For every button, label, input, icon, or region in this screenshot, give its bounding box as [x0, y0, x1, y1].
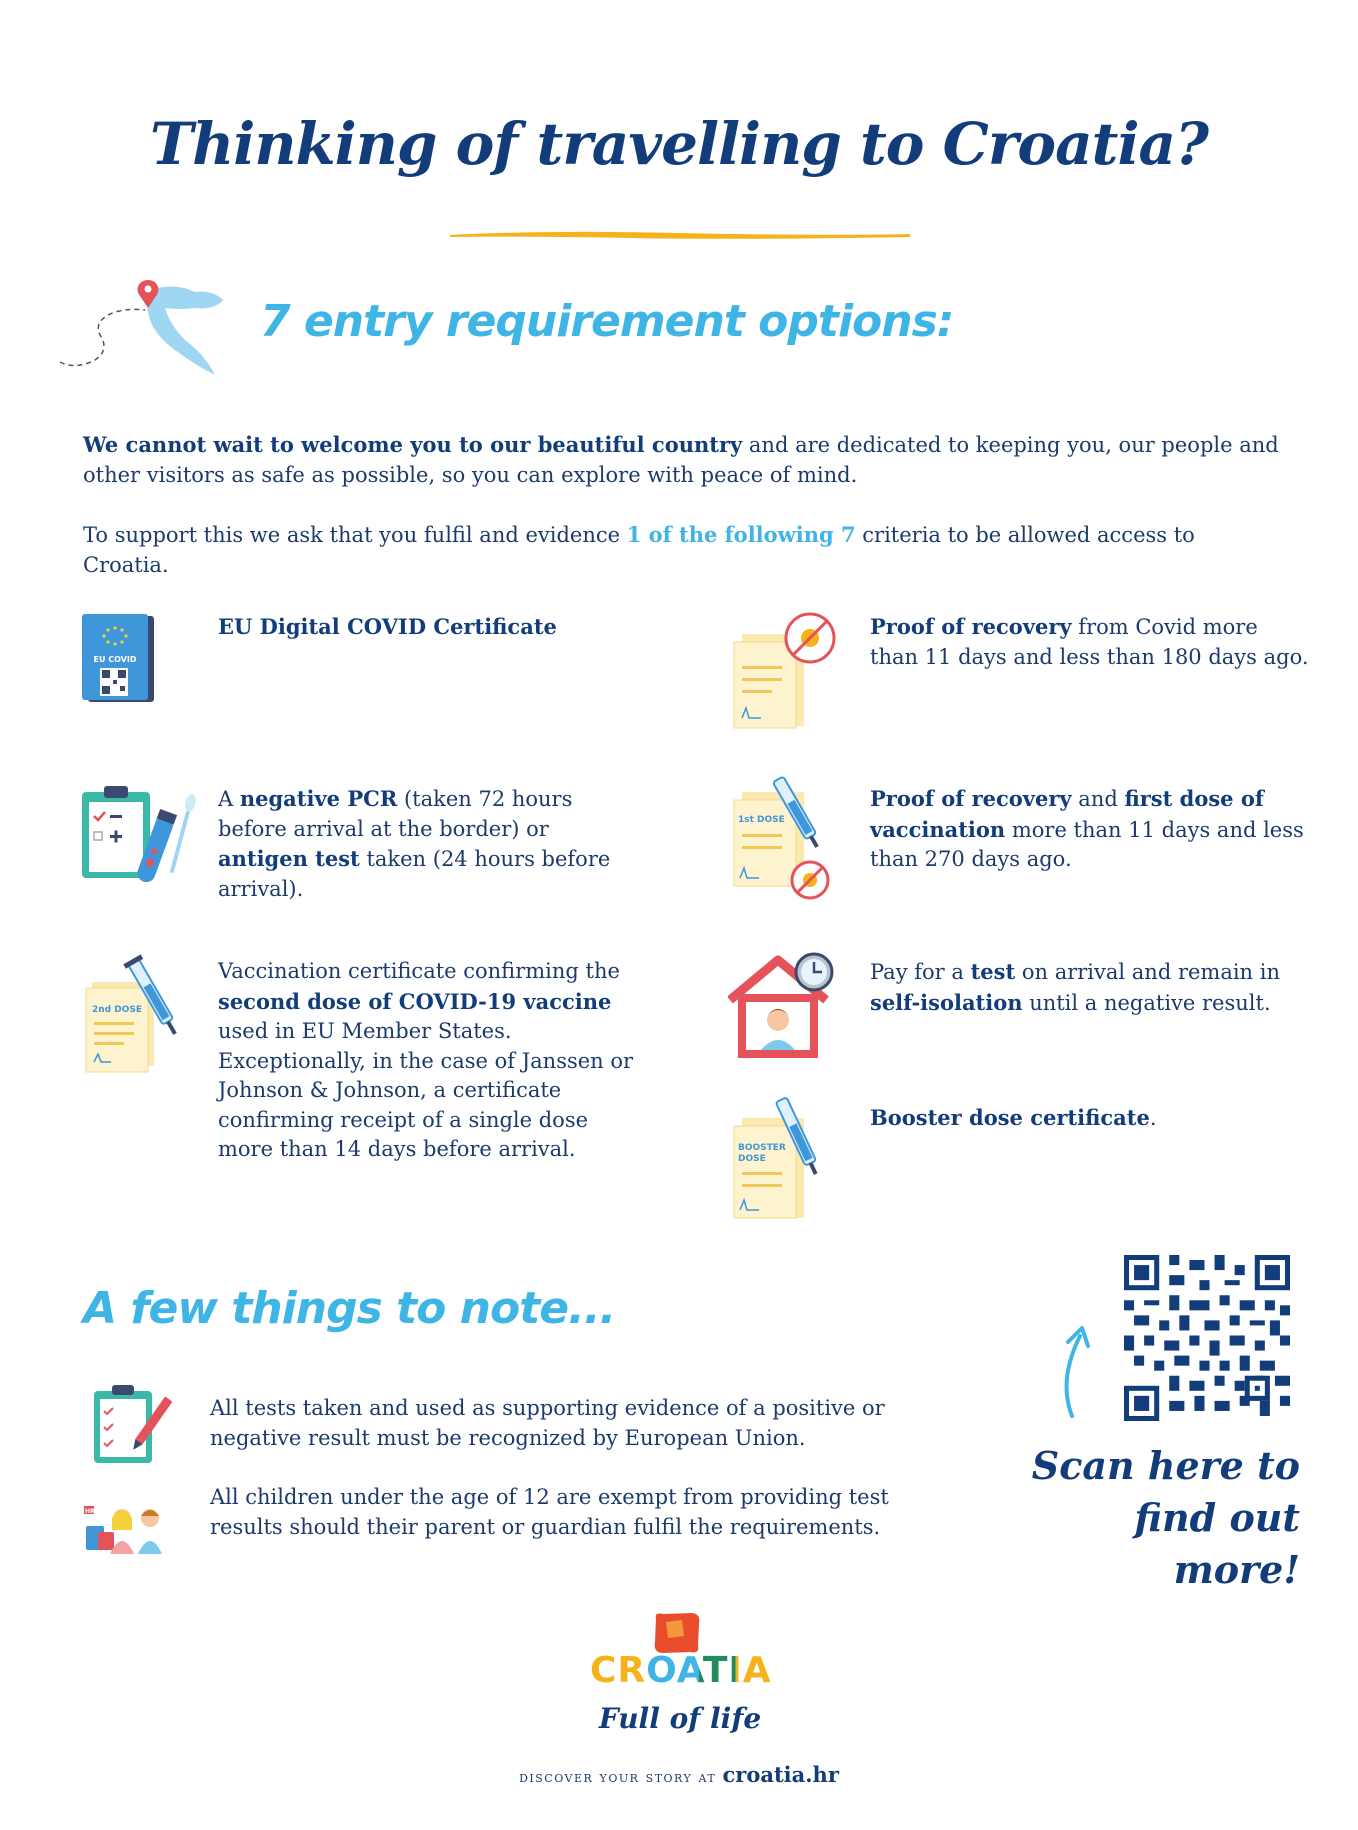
note-tests-recognized: All tests taken and used as supporting evidence of a positive or negative result must be recognized by European Union.: [210, 1396, 885, 1450]
croatia-logo-mark: [652, 1612, 702, 1654]
option-recovery-bold: Proof of recovery: [870, 614, 1072, 639]
criteria-paragraph: [83, 520, 1283, 580]
footer-prefix: discover your story at: [519, 1768, 723, 1786]
option-test-on-arrival: [870, 957, 1310, 1018]
pcr-test-icon: [82, 784, 197, 890]
option-test-text-1: Pay for a: [870, 960, 971, 984]
option-test-bold-2: self-isolation: [870, 989, 1023, 1015]
option-recovery-first-dose: [870, 784, 1310, 875]
scan-callout: [1030, 1440, 1300, 1596]
croatia-logo-word: [590, 1650, 770, 1691]
first-dose-certificate-icon: [728, 774, 843, 904]
curved-arrow-icon: [1054, 1320, 1098, 1420]
option-test-text-2: on arrival and remain in: [1015, 960, 1280, 984]
option-pcr: [218, 784, 638, 904]
booster-icon-label-1: BOOSTER: [738, 1143, 786, 1153]
scan-line-2: find out more!: [1134, 1495, 1300, 1592]
option-vaccination-text-1: Vaccination certificate confirming the: [218, 959, 620, 983]
notes-title: A few things to note...: [83, 1283, 616, 1334]
intro-paragraph: [83, 430, 1283, 490]
option-vaccination-bold: second dose of COVID-19 vaccine: [218, 988, 612, 1014]
criteria-highlight: 1 of the following 7: [626, 522, 856, 547]
criteria-text-start: To support this we ask that you fulfil and evidence: [83, 523, 627, 547]
booster-icon-label-2: DOSE: [738, 1154, 766, 1164]
option-vaccination: [218, 957, 638, 1165]
croatia-logo-text: CROATIA: [590, 1650, 772, 1691]
checklist-icon: [92, 1385, 172, 1465]
brush-divider: [450, 228, 910, 242]
footer: [0, 1762, 1358, 1787]
option-recovery-dose-text-2: more than 11 days and less than 270 days ago.: [870, 817, 1304, 871]
first-dose-icon-label: 1st DOSE: [738, 815, 785, 825]
option-vaccination-text-2: used in EU Member States. Exceptionally, in the case of Janssen or Johnson & Johnson, a certificate confirming receipt of a single dose more than 14 days before arrival.: [218, 1019, 634, 1161]
option-pcr-bold-2: antigen test: [218, 846, 360, 871]
eu-covid-certificate-icon: [82, 614, 154, 704]
eu-covid-icon-label: EU COVID: [93, 655, 137, 664]
option-pcr-text-3: taken (24 hours before arrival).: [218, 847, 611, 901]
section-subtitle: 7 entry requirement options:: [260, 296, 954, 347]
option-pcr-bold-1: negative PCR: [239, 786, 398, 811]
recovery-certificate-icon: [728, 610, 843, 732]
option-pcr-text-2: (taken 72 hours before arrival at the border) or: [218, 787, 573, 841]
option-booster-text: .: [1149, 1106, 1157, 1130]
qr-code[interactable]: [1124, 1255, 1290, 1421]
option-recovery-dose-bold-2: first dose of vaccination: [870, 786, 1264, 842]
option-test-text-3: until a negative result.: [1022, 990, 1271, 1015]
option-eu-certificate-label: EU Digital COVID Certificate: [218, 614, 557, 639]
option-booster-bold: Booster dose certificate: [870, 1105, 1150, 1130]
footer-site-link[interactable]: croatia.hr: [722, 1762, 839, 1787]
intro-text: and are dedicated to keeping you, our people and other visitors as safe as possible, so you can explore with peace of mind.: [83, 433, 1279, 487]
self-isolation-house-icon: [728, 950, 838, 1058]
option-recovery-dose-bold-1: Proof of recovery: [870, 786, 1072, 811]
option-pcr-text-1: A: [218, 787, 240, 811]
option-recovery-dose-text-1: and: [1071, 787, 1125, 811]
option-recovery-text: from Covid more than 11 days and less than 180 days ago.: [870, 615, 1309, 669]
note-children-exempt: All children under the age of 12 are exempt from providing test results should their parent or guardian fulfil the requirements.: [210, 1485, 889, 1539]
family-icon-label: HR: [85, 1508, 95, 1515]
page-title: Thinking of travelling to Croatia?: [149, 110, 1209, 178]
scan-line-1: Scan here to: [1031, 1443, 1300, 1488]
second-dose-icon-label: 2nd DOSE: [92, 1005, 142, 1015]
option-booster: [870, 1103, 1310, 1134]
criteria-text-end: criteria to be allowed access to Croatia.: [83, 523, 1195, 577]
family-travel-icon: [82, 1496, 174, 1554]
croatia-logo-tagline: Full of life: [598, 1702, 762, 1735]
option-recovery: [870, 612, 1310, 672]
option-test-bold-1: test: [970, 959, 1016, 984]
intro-bold: We cannot wait to welcome you to our beautiful country: [83, 432, 743, 457]
booster-dose-certificate-icon: [728, 1096, 838, 1224]
option-eu-certificate: [218, 612, 638, 643]
second-dose-certificate-icon: [82, 954, 182, 1080]
croatia-map-icon: [55, 280, 230, 385]
